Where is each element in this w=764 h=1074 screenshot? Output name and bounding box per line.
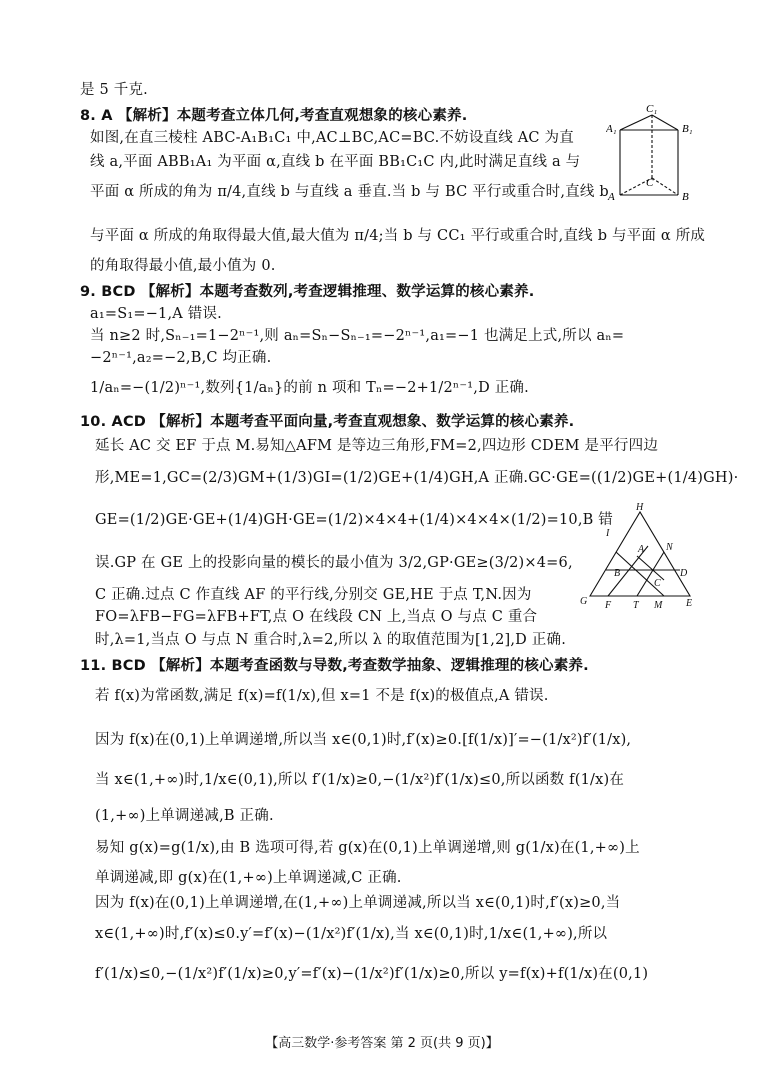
prism-figure bbox=[606, 100, 706, 205]
answer-line: 易知 g(x)=g(1/x),由 B 选项可得,若 g(x)在(0,1)上单调递增,则 g(1/x)在(1,+∞)上 bbox=[95, 840, 640, 856]
answer-line: 延长 AC 交 EF 于点 M.易知△AFM 是等边三角形,FM=2,四边形 CDEM 是平行四边 bbox=[95, 438, 659, 454]
answer-line: 如图,在直三棱柱 ABC-A₁B₁C₁ 中,AC⊥BC,AC=BC.不妨设直线 AC 为直 bbox=[90, 130, 574, 146]
answer-line: 单调递减,即 g(x)在(1,+∞)上单调递减,C 正确. bbox=[95, 870, 402, 886]
tri-label-c: C bbox=[654, 578, 661, 589]
answer-line: −2ⁿ⁻¹,a₂=−2,B,C 均正确. bbox=[90, 350, 272, 366]
answer-line: C 正确.过点 C 作直线 AF 的平行线,分别交 GE,HE 于点 T,N.因为 bbox=[95, 587, 532, 603]
prism-label-a1: A₁ bbox=[606, 123, 617, 135]
answer-line: 1/aₙ=−(1/2)ⁿ⁻¹,数列{1/aₙ}的前 n 项和 Tₙ=−2+1/2ⁿ⁻¹,D 正确. bbox=[90, 380, 529, 396]
tri-label-m: M bbox=[654, 600, 663, 611]
tri-label-t: T bbox=[633, 600, 639, 611]
answer-line: x∈(1,+∞)时,f′(x)≤0.y′=f′(x)−(1/x²)f′(1/x),当 x∈(0,1)时,1/x∈(1,+∞),所以 bbox=[95, 926, 608, 942]
answer-line: 因为 f(x)在(0,1)上单调递增,所以当 x∈(0,1)时,f′(x)≥0.[f(1/x)]′=−(1/x²)f′(1/x), bbox=[95, 732, 632, 748]
answer-line: 平面 α 所成的角为 π/4,直线 b 与直线 a 垂直.当 b 与 BC 平行或重合时,直线 b bbox=[90, 184, 609, 200]
prism-label-c: C bbox=[646, 177, 654, 189]
question-heading: 8. A 【解析】本题考查立体几何,考查直观想象的核心素养. bbox=[80, 108, 468, 124]
answer-line: 误.GP 在 GE 上的投影向量的模长的最小值为 3/2,GP·GE≥(3/2)×4=6, bbox=[95, 555, 573, 571]
answer-line: f′(1/x)≤0,−(1/x²)f′(1/x)≥0,y′=f′(x)−(1/x²)f′(1/x)≥0,所以 y=f(x)+f(1/x)在(0,1) bbox=[95, 966, 649, 982]
prism-label-a: A bbox=[608, 191, 615, 203]
answer-line: 若 f(x)为常函数,满足 f(x)=f(1/x),但 x=1 不是 f(x)的极值点,A 错误. bbox=[95, 688, 549, 704]
tri-label-n: N bbox=[666, 542, 673, 553]
page-footer: 【高三数学·参考答案 第 2 页(共 9 页)】 bbox=[265, 1036, 499, 1051]
answer-line: 当 x∈(1,+∞)时,1/x∈(0,1),所以 f′(1/x)≥0,−(1/x²)f′(1/x)≤0,所以函数 f(1/x)在 bbox=[95, 772, 625, 788]
tri-label-h: H bbox=[636, 502, 644, 513]
tri-label-i: I bbox=[606, 528, 610, 539]
answer-line: 的角取得最小值,最小值为 0. bbox=[90, 258, 276, 274]
answer-line: 是 5 千克. bbox=[80, 82, 148, 98]
answer-line: GE=(1/2)GE·GE+(1/4)GH·GE=(1/2)×4×4+(1/4)×4×4×(1/2)=10,B 错 bbox=[95, 512, 613, 528]
tri-label-e: E bbox=[686, 598, 693, 609]
tri-label-b: B bbox=[614, 568, 621, 579]
answer-line: 线 a,平面 ABB₁A₁ 为平面 α,直线 b 在平面 BB₁C₁C 内,此时满足直线 a 与 bbox=[90, 154, 581, 170]
tri-label-a: A bbox=[638, 544, 645, 555]
answer-line: 因为 f(x)在(0,1)上单调递增,在(1,+∞)上单调递减,所以当 x∈(0,1)时,f′(x)≥0,当 bbox=[95, 895, 621, 911]
prism-label-c1: C₁ bbox=[646, 103, 658, 115]
question-heading: 9. BCD 【解析】本题考查数列,考查逻辑推理、数学运算的核心素养. bbox=[80, 284, 535, 300]
tri-label-f: F bbox=[605, 600, 612, 611]
answer-line: FO=λFB−FG=λFB+FT,点 O 在线段 CN 上,当点 O 与点 C 重合 bbox=[95, 609, 538, 625]
tri-label-g: G bbox=[580, 596, 588, 607]
question-heading: 11. BCD 【解析】本题考查函数与导数,考查数学抽象、逻辑推理的核心素养. bbox=[80, 658, 589, 674]
answer-line: 时,λ=1,当点 O 与点 N 重合时,λ=2,所以 λ 的取值范围为[1,2],D 正确. bbox=[95, 632, 567, 648]
answer-line: 形,ME=1,GC=(2/3)GM+(1/3)GI=(1/2)GE+(1/4)GH,A 正确.GC·GE=((1/2)GE+(1/4)GH)· bbox=[95, 470, 739, 486]
answer-line: (1,+∞)上单调递减,B 正确. bbox=[95, 808, 274, 824]
prism-label-b1: B₁ bbox=[682, 123, 693, 135]
answer-line: a₁=S₁=−1,A 错误. bbox=[90, 306, 222, 322]
triangle-figure bbox=[578, 500, 703, 612]
answer-line: 与平面 α 所成的角取得最大值,最大值为 π/4;当 b 与 CC₁ 平行或重合时,直线 b 与平面 α 所成 bbox=[90, 228, 706, 244]
tri-label-d: D bbox=[680, 568, 688, 579]
answer-line: 当 n≥2 时,Sₙ₋₁=1−2ⁿ⁻¹,则 aₙ=Sₙ−Sₙ₋₁=−2ⁿ⁻¹,a₁=−1 也满足上式,所以 aₙ= bbox=[90, 328, 625, 344]
prism-label-b: B bbox=[682, 191, 689, 203]
question-heading: 10. ACD 【解析】本题考查平面向量,考查直观想象、数学运算的核心素养. bbox=[80, 414, 575, 430]
